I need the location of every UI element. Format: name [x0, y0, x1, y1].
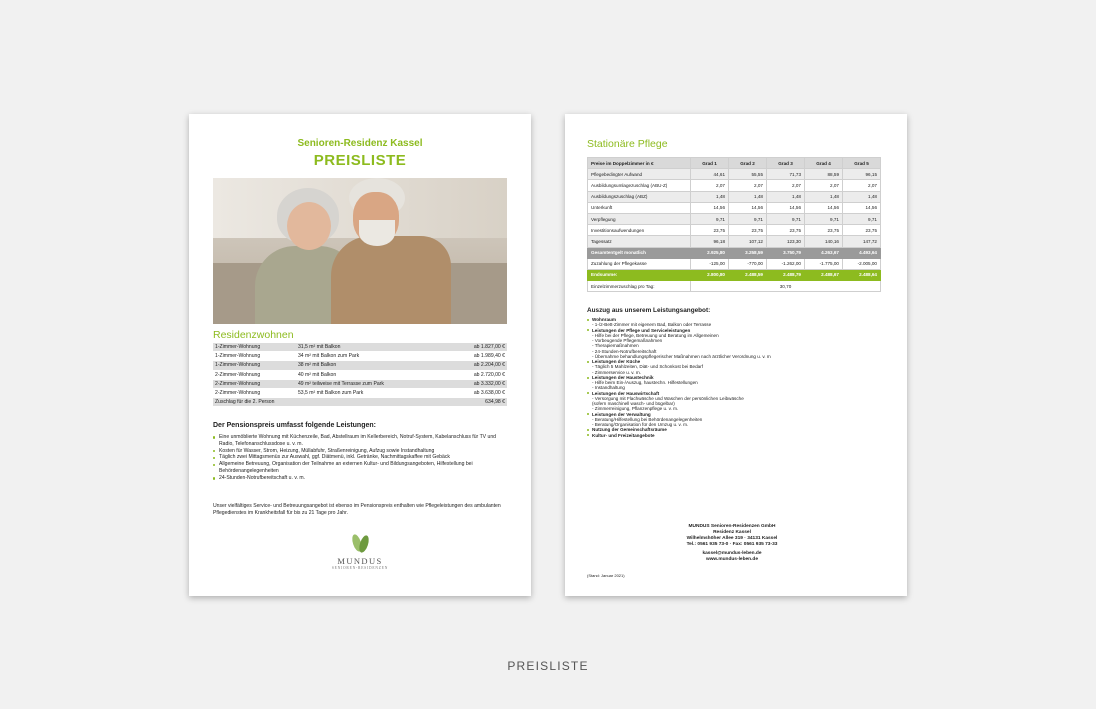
- company-name: MUNDUS Senioren-Residenzen GmbH: [688, 524, 776, 529]
- leaf-icon: [350, 534, 370, 554]
- list-item: Eine unmöblierte Wohnung mit Küchenzeile, Bad, Abstellraum im Kellerbereich, Notruf-System, Kabelanschluss für TV und Radio, Telefonanschlussdose u. v. m.: [213, 434, 507, 448]
- list-item: Kosten für Wasser, Strom, Heizung, Müllabfuhr, Straßenreinigung, Aufzug sowie Instandhaltung: [213, 448, 507, 455]
- cell-value: -2.005,00: [843, 258, 881, 269]
- table-row: [588, 213, 881, 224]
- list-item: 24-Stunden-Notrufbereitschaft u. v. m.: [213, 475, 507, 482]
- table-row: [213, 343, 507, 352]
- price-list-page-residenzwohnen: [189, 114, 531, 596]
- column-header: Grad 5: [843, 158, 881, 169]
- mundus-logo: [329, 534, 391, 570]
- care-subsidy-row: [588, 258, 881, 269]
- table-row: [588, 169, 881, 180]
- apartment-description: 49 m² teilweise mit Terrasse zum Park: [296, 379, 448, 388]
- senior-couple-photo: [213, 178, 507, 324]
- apartment-type: 1-Zimmer-Wohnung: [213, 343, 296, 352]
- cell-value: 4.493,64: [843, 247, 881, 258]
- website: www.mundus-leben.de: [705, 556, 759, 562]
- cell-value: 23,75: [729, 225, 767, 236]
- column-header: Grad 3: [767, 158, 805, 169]
- service-item: - Zimmerservice u. v. m.: [592, 369, 641, 375]
- cell-value: 1,48: [691, 191, 729, 202]
- cell-value: 88,59: [805, 169, 843, 180]
- cell-value: 9,71: [843, 213, 881, 224]
- single-room-label: Einzelzimmerzuschlag pro Tag:: [588, 281, 691, 292]
- cell-value: 23,75: [805, 225, 843, 236]
- cell-value: 9,71: [729, 213, 767, 224]
- cell-value: 14,56: [691, 202, 729, 213]
- cell-value: 2,07: [843, 180, 881, 191]
- service-category: Nutzung der Gemeinschaftsräume: [587, 427, 885, 432]
- cell-value: 55,55: [729, 169, 767, 180]
- cell-value: 44,61: [691, 169, 729, 180]
- cell-value: 2.488,67: [805, 269, 843, 280]
- cell-value: 2,07: [767, 180, 805, 191]
- image-caption: PREISLISTE: [507, 659, 589, 673]
- table-header-row: [588, 158, 881, 169]
- pension-services-title: Der Pensionspreis umfasst folgende Leistungen:: [213, 422, 376, 429]
- apartment-description: 38 m² mit Balkon: [296, 361, 448, 370]
- cell-value: -1.775,00: [805, 258, 843, 269]
- cell-value: -770,00: [729, 258, 767, 269]
- apartment-description: 40 m² mit Balkon: [296, 370, 448, 379]
- cell-value: 2,07: [729, 180, 767, 191]
- cell-value: 96,18: [691, 236, 729, 247]
- residence-name: Residenz Kassel: [713, 529, 751, 535]
- apartment-price-table: [213, 343, 507, 407]
- service-item: (sofern maschinell wasch- und bügelbar): [592, 401, 675, 406]
- apartment-price: ab 3.332,00 €: [448, 379, 507, 388]
- cell-value: 2.925,80: [691, 247, 729, 258]
- services-list: [587, 317, 885, 438]
- service-note: Unser vielfältiges Service- und Betreuungsangebot ist ebenso im Pensionspreis enthalten wie Pflegeleistungen des ambulanten Pflegedienstes im Krankheitsfall für bis zu 21 Tage pro Jahr.: [213, 503, 501, 516]
- pension-services-list: [213, 434, 507, 482]
- table-row: [213, 388, 507, 397]
- list-item: Allgemeine Betreuung, Organisation der Teilnahme an externen Kultur- und Bildungsangeboten, Hilfestellung bei Behördenangelegenheiten: [213, 461, 507, 475]
- column-header: Grad 2: [729, 158, 767, 169]
- cell-value: 2,07: [691, 180, 729, 191]
- apartment-type: 1-Zimmer-Wohnung: [213, 361, 296, 370]
- section-title-residenzwohnen: Residenzwohnen: [213, 329, 294, 341]
- cell-value: 71,73: [767, 169, 805, 180]
- cell-value: 1,48: [805, 191, 843, 202]
- address: Wilhelmshöher Allee 319 · 34131 Kassel: [686, 535, 778, 541]
- service-item: - Täglich 5 Mahlzeiten, Diät- und Schonkost bei Bedarf: [592, 364, 703, 370]
- cell-value: 14,56: [805, 202, 843, 213]
- row-label: Endsumme:: [588, 269, 691, 280]
- service-item: - 24-Stunden-Notrufbereitschaft: [592, 348, 657, 354]
- table-row: [588, 236, 881, 247]
- cell-value: 96,15: [843, 169, 881, 180]
- cell-value: 2.800,80: [691, 269, 729, 280]
- row-label: Ausbildungsumlagezuschlag (ABU-Z): [588, 180, 691, 191]
- cell-value: 23,75: [691, 225, 729, 236]
- apartment-type: 2-Zimmer-Wohnung: [213, 370, 296, 379]
- section-title-stationaere-pflege: Stationäre Pflege: [587, 138, 668, 150]
- cell-value: 1,48: [843, 191, 881, 202]
- apartment-type: 2-Zimmer-Wohnung: [213, 379, 296, 388]
- apartment-description: 34 m² mit Balkon zum Park: [296, 352, 448, 361]
- row-label: Pflegebedingter Aufwand: [588, 169, 691, 180]
- service-category: Wohnraum: [587, 317, 885, 322]
- cell-value: 1,48: [767, 191, 805, 202]
- service-item: - Hilfe bei der Pflege, Betreuung und Beratung im Allgemeinen: [592, 332, 719, 338]
- cell-value: 147,72: [843, 236, 881, 247]
- service-item: - Beratung/Organisation für den Umzug u. v. m.: [592, 422, 689, 427]
- phone-fax: Tel.: 0561 935 73-0 · Fax: 0561 935 73-33: [686, 541, 778, 547]
- service-item: - Versorgung mit Flachwäsche und Waschen der persönlichen Leibwäsche: [592, 395, 744, 401]
- surcharge-label: Zuschlag für die 2. Person: [213, 398, 448, 407]
- service-item: - Zimmerreinigung, Pflanzenpflege u. v. m.: [592, 406, 679, 412]
- service-item: - Vorbeugende Pflegemaßnahmen: [592, 338, 663, 343]
- table-row: [213, 361, 507, 370]
- apartment-description: 31,5 m² mit Balkon: [296, 343, 448, 352]
- cell-value: 2,07: [805, 180, 843, 191]
- surcharge-price: 634,98 €: [448, 398, 507, 407]
- apartment-type: 2-Zimmer-Wohnung: [213, 388, 296, 397]
- cell-value: 2.488,79: [767, 269, 805, 280]
- cell-value: 107,12: [729, 236, 767, 247]
- cell-value: 14,56: [729, 202, 767, 213]
- cell-value: 1,48: [729, 191, 767, 202]
- service-category: Leistungen der Hauswirtschaft: [587, 391, 885, 396]
- apartment-price: ab 1.989,40 €: [448, 352, 507, 361]
- single-room-row: [588, 281, 881, 292]
- table-row: [588, 225, 881, 236]
- cell-value: -1.262,00: [767, 258, 805, 269]
- total-monthly-row: [588, 247, 881, 258]
- cell-value: 9,71: [691, 213, 729, 224]
- cell-value: 2.488,64: [843, 269, 881, 280]
- table-row: [213, 379, 507, 388]
- service-category: Leistungen der Pflege und Serviceleistungen: [587, 328, 885, 333]
- price-list-title: PREISLISTE: [313, 152, 407, 169]
- column-header: Preise im Doppelzimmer in €: [588, 158, 691, 169]
- service-item: - Therapiemaßnahmen: [592, 343, 639, 349]
- stand-date: (Stand: Januar 2021): [587, 573, 625, 578]
- cell-value: 9,71: [767, 213, 805, 224]
- cell-value: 4.263,67: [805, 247, 843, 258]
- apartment-type: 1-Zimmer-Wohnung: [213, 352, 296, 361]
- cell-value: 9,71: [805, 213, 843, 224]
- row-label: Unterkunft: [588, 202, 691, 213]
- table-row: [588, 191, 881, 202]
- row-label: Ausbildungszuschlag (ABZ): [588, 191, 691, 202]
- service-item: - Beratung/Hilfestellung bei Behördenangelegenheiten: [592, 416, 703, 422]
- email: kassel@mundus-leben.de: [702, 550, 762, 556]
- service-item: - Hilfe beim Ein-/Auszug, haustechn. Hilfestellungen: [592, 380, 698, 385]
- table-row: [588, 202, 881, 213]
- row-label: Zuzahlung der Pflegekasse: [588, 258, 691, 269]
- table-row: [213, 370, 507, 379]
- residence-heading: Senioren-Residenz Kassel: [297, 138, 423, 149]
- apartment-price: ab 1.827,00 €: [448, 343, 507, 352]
- service-item: - 1-/2-Bett-Zimmer mit eigenem Bad, Balkon oder Terrasse: [592, 322, 712, 328]
- contact-footer: [657, 524, 807, 562]
- cell-value: 14,56: [843, 202, 881, 213]
- column-header: Grad 4: [805, 158, 843, 169]
- single-room-value: 30,70: [691, 281, 881, 292]
- logo-name: MUNDUS: [337, 556, 383, 566]
- cell-value: 140,16: [805, 236, 843, 247]
- cell-value: 123,30: [767, 236, 805, 247]
- cell-value: 23,75: [767, 225, 805, 236]
- table-row: [588, 180, 881, 191]
- service-category: Leistungen der Verwaltung: [587, 412, 885, 417]
- care-price-table: [587, 157, 881, 292]
- cell-value: 14,56: [767, 202, 805, 213]
- table-row: [213, 398, 507, 407]
- cell-value: 3.750,79: [767, 247, 805, 258]
- list-item: Täglich zwei Mittagsmenüs zur Auswahl, ggf. Diätmenü, inkl. Getränke, Nachmittagskaffee mit Gebäck: [213, 454, 507, 461]
- cell-value: 3.258,59: [729, 247, 767, 258]
- row-label: Tagessatz: [588, 236, 691, 247]
- service-item: - Übernahme behandlungspflegerischer Maßnahmen nach ärztlicher Verordnung u. v. m: [592, 353, 771, 359]
- service-category: Kultur- und Freizeitangebote: [587, 433, 885, 438]
- final-sum-row: [588, 269, 881, 280]
- apartment-price: ab 3.638,00 €: [448, 388, 507, 397]
- service-category: Leistungen der Haustechnik: [587, 375, 885, 380]
- cell-value: 23,75: [843, 225, 881, 236]
- services-title: Auszug aus unserem Leistungsangebot:: [587, 307, 711, 314]
- price-list-page-stationaere-pflege: [565, 114, 907, 596]
- service-item: - Instandhaltung: [592, 385, 625, 391]
- apartment-description: 53,5 m² mit Balkon zum Park: [296, 388, 448, 397]
- logo-subtitle: SENIOREN-RESIDENZEN: [331, 566, 389, 570]
- apartment-price: ab 2.204,00 €: [448, 361, 507, 370]
- table-row: [213, 352, 507, 361]
- apartment-price: ab 2.720,00 €: [448, 370, 507, 379]
- service-category: Leistungen der Küche: [587, 359, 885, 364]
- cell-value: -125,00: [691, 258, 729, 269]
- column-header: Grad 1: [691, 158, 729, 169]
- row-label: Verpflegung: [588, 213, 691, 224]
- row-label: Investitionsaufwendungen: [588, 225, 691, 236]
- row-label: Gesamtentgelt monatlich: [588, 247, 691, 258]
- cell-value: 2.488,59: [729, 269, 767, 280]
